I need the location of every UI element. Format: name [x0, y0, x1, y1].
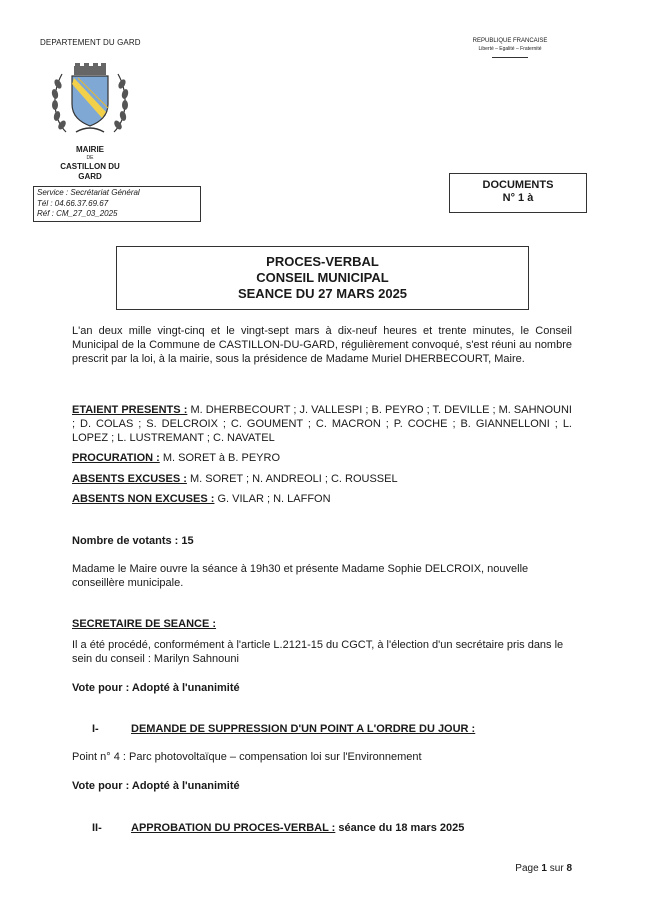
title-line-3: SEANCE DU 27 MARS 2025: [237, 286, 408, 301]
motto-divider: [492, 57, 528, 58]
section-1-number: I-: [92, 723, 99, 735]
title-line-2: CONSEIL MUNICIPAL: [256, 270, 389, 285]
section-2-heading-line: [131, 821, 464, 835]
department-label: DEPARTEMENT DU GARD: [40, 38, 141, 47]
absents-excuses-value: M. SORET ; N. ANDREOLI ; C. ROUSSEL: [186, 473, 398, 485]
page-indicator: [500, 863, 572, 874]
page-total: 8: [566, 863, 572, 874]
page-number: 1: [541, 863, 547, 874]
absents-non-excuses-line: [72, 492, 572, 506]
service-info-box: [33, 186, 201, 222]
section-1-vote: Vote pour : Adopté à l'unanimité: [72, 780, 240, 792]
presents-label: ETAIENT PRESENTS :: [72, 404, 188, 416]
secretaire-paragraph: Il a été procédé, conformément à l'article L.2121-15 du CGCT, à l'élection d'un secrétaire pris dans le sein du conseil : Marilyn Sahnouni: [72, 639, 564, 665]
procuration-line: [72, 451, 572, 465]
opening-paragraph: Madame le Maire ouvre la séance à 19h30 et présente Madame Sophie DELCROIX, nouvelle conseillère municipale.: [72, 563, 529, 589]
title-line-1: PROCES-VERBAL: [266, 254, 379, 269]
mairie-label: MAIRIE: [76, 145, 104, 154]
documents-number: N° 1 à: [502, 192, 534, 204]
commune-crest-logo: [48, 62, 132, 140]
procuration-value: M. SORET à B. PEYRO: [159, 452, 281, 464]
secretaire-heading: SECRETAIRE DE SEANCE :: [72, 618, 217, 630]
presents-list: M. DHERBECOURT ; J. VALLESPI ; B. PEYRO ; T. DEVILLE ; M. SAHNOUNI ; D. COLAS ; S. DELCROIX ; C. GOUMENT ; C. MACRON ; P. COCHE ; B. GIANNELLONI ; L. LOPEZ ; L. LUSTREMANT ; C. NAVATEL: [72, 404, 572, 444]
absents-excuses-label: ABSENTS EXCUSES :: [72, 473, 187, 485]
procuration-label: PROCURATION :: [72, 452, 160, 464]
republic-motto: Liberté – Egalité – Fraternité: [478, 46, 542, 52]
title-box: [116, 246, 529, 310]
page-mid: sur: [546, 863, 567, 874]
section-2-number: II-: [92, 822, 102, 834]
mairie-de-label: DE: [86, 155, 94, 161]
absents-non-excuses-label: ABSENTS NON EXCUSES :: [72, 493, 215, 505]
section-1-text: Point n° 4 : Parc photovoltaïque – compensation loi sur l'Environnement: [72, 751, 422, 763]
presents-paragraph: [72, 403, 572, 445]
section-2-heading-rest: séance du 18 mars 2025: [335, 822, 465, 834]
phone-line: Tél : 04.66.37.69.67: [37, 198, 109, 208]
secretaire-vote: Vote pour : Adopté à l'unanimité: [72, 682, 240, 694]
republic-label: REPUBLIQUE FRANCAISE: [472, 38, 548, 44]
page-prefix: Page: [515, 863, 542, 874]
commune-name: CASTILLON DU GARD: [60, 162, 120, 181]
documents-box: [449, 173, 587, 213]
votants-count: Nombre de votants : 15: [72, 535, 194, 547]
section-1-heading: DEMANDE DE SUPPRESSION D'UN POINT A L'ORDRE DU JOUR :: [131, 723, 476, 735]
absents-non-excuses-value: G. VILAR ; N. LAFFON: [214, 493, 331, 505]
section-2-heading: APPROBATION DU PROCES-VERBAL :: [131, 822, 336, 834]
reference-line: Réf : CM_27_03_2025: [37, 209, 118, 218]
service-line: Service : Secrétariat Général: [37, 188, 140, 197]
documents-label: DOCUMENTS: [482, 179, 554, 191]
absents-excuses-line: [72, 472, 572, 486]
intro-paragraph: L'an deux mille vingt-cinq et le vingt-sept mars à dix-neuf heures et trente minutes, le Conseil Municipal de la Commune de CASTILLON-DU-GARD, régulièrement convoqué, s'est réuni au nombre prescrit par la loi, à la mairie, sous la présidence de Madame Muriel DHERBECOURT, Maire.: [72, 325, 572, 365]
